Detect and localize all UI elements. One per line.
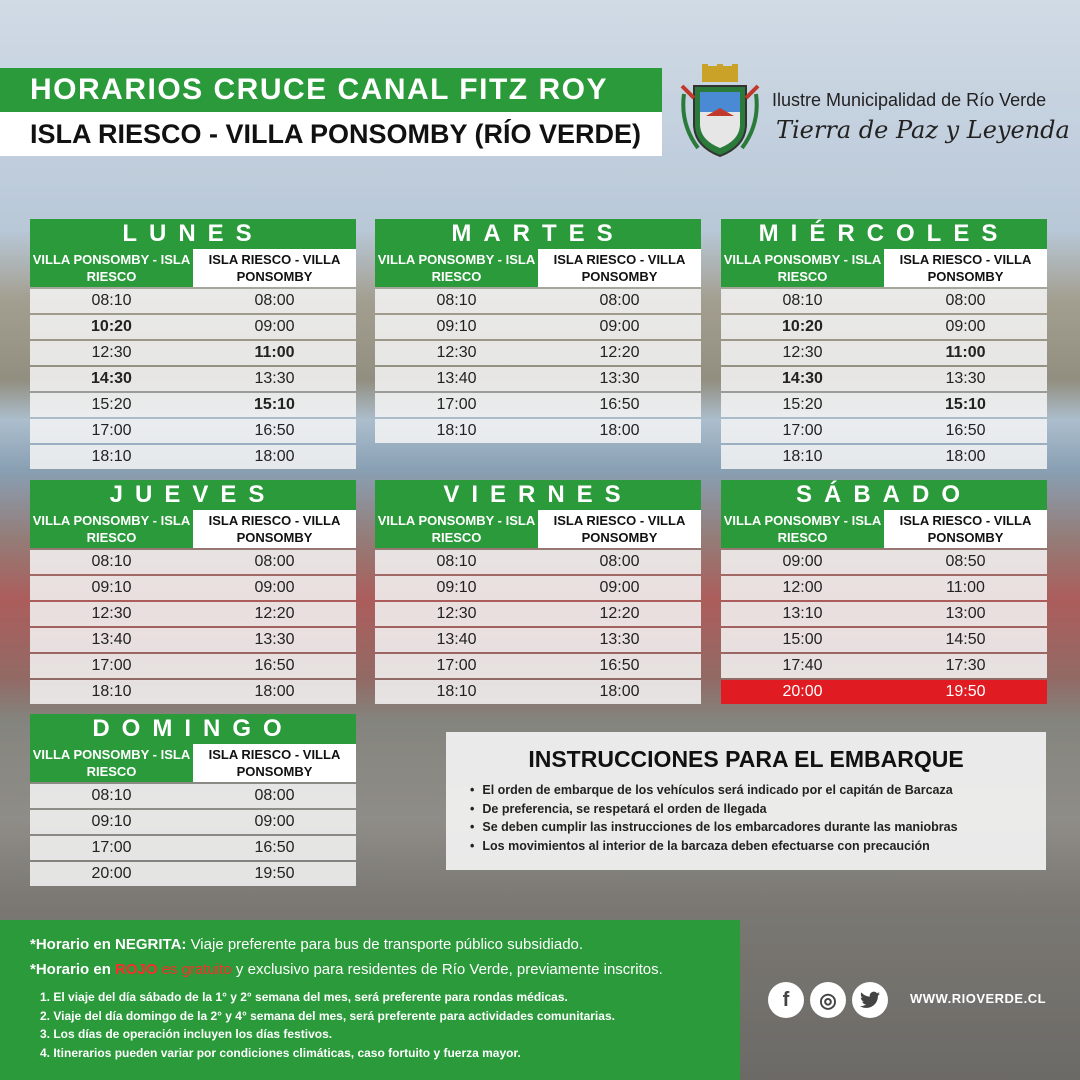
day-title: VIERNES [375, 480, 701, 510]
note-item: 3. Los días de operación incluyen los días festivos. [40, 1027, 333, 1041]
time-cell: 16:50 [254, 839, 295, 856]
schedule-sabado [721, 480, 1047, 704]
time-cell: 18:10 [91, 683, 132, 700]
table-row [30, 576, 356, 600]
instagram-icon[interactable]: ◎ [810, 982, 846, 1018]
table-row [375, 367, 701, 391]
time-cell: 14:30 [91, 370, 132, 387]
time-cell: 18:00 [599, 422, 640, 439]
table-row [30, 836, 356, 860]
time-cell: 12:00 [782, 579, 823, 596]
time-cell: 09:10 [436, 579, 477, 596]
table-row [30, 862, 356, 886]
time-cell: 08:00 [254, 553, 295, 570]
column-headers [375, 510, 701, 548]
table-row [30, 315, 356, 339]
table-row [30, 289, 356, 313]
time-cell: 09:10 [91, 813, 132, 830]
time-cell: 10:20 [91, 318, 132, 335]
facebook-icon[interactable]: f [768, 982, 804, 1018]
column-header: VILLA PONSOMBY - ISLA RIESCO [30, 744, 193, 782]
time-cell: 13:30 [254, 631, 295, 648]
table-row [375, 393, 701, 417]
time-cell: 15:00 [782, 631, 823, 648]
time-cell: 15:10 [254, 396, 295, 413]
table-row [375, 654, 701, 678]
time-cell: 08:10 [91, 787, 132, 804]
website-link[interactable]: WWW.RIOVERDE.CL [910, 991, 1047, 1006]
table-row [30, 419, 356, 443]
column-header: VILLA PONSOMBY - ISLA RIESCO [375, 249, 538, 287]
time-cell: 08:00 [599, 292, 640, 309]
day-title: JUEVES [30, 480, 356, 510]
column-headers [30, 510, 356, 548]
note-item: 4. Itinerarios pueden variar por condiciones climáticas, caso fortuito y fuerza mayor. [40, 1045, 521, 1060]
time-cell: 20:00 [782, 683, 823, 700]
column-header: ISLA RIESCO - VILLA PONSOMBY [538, 510, 701, 548]
time-cell: 13:30 [254, 370, 295, 387]
table-row [30, 341, 356, 365]
time-cell: 17:40 [782, 657, 823, 674]
table-row [721, 445, 1047, 469]
time-cell: 09:00 [254, 579, 295, 596]
time-cell: 17:00 [782, 422, 823, 439]
red-free: es gratuito [157, 961, 232, 978]
table-row [375, 419, 701, 443]
time-cell: 10:20 [782, 318, 823, 335]
time-cell: 12:20 [599, 605, 640, 622]
time-cell: 15:20 [91, 396, 132, 413]
time-cell: 18:10 [782, 448, 823, 465]
column-header: VILLA PONSOMBY - ISLA RIESCO [375, 510, 538, 548]
time-cell: 08:10 [782, 292, 823, 309]
column-headers [721, 510, 1047, 548]
list-item: • De preferencia, se respetará el orden de llegada [470, 800, 1046, 819]
time-cell: 17:30 [945, 657, 986, 674]
time-cell: 08:50 [945, 553, 986, 570]
table-row [375, 550, 701, 574]
table-row [30, 654, 356, 678]
schedule-lunes [30, 219, 356, 469]
time-cell: 20:00 [91, 865, 132, 882]
time-cell: 08:00 [254, 787, 295, 804]
time-cell: 09:10 [436, 318, 477, 335]
table-row [721, 289, 1047, 313]
time-cell: 09:00 [782, 553, 823, 570]
schedule-domingo [30, 714, 356, 886]
time-cell: 11:00 [254, 344, 295, 361]
red-legend-text: y exclusivo para residentes de Río Verde, previamente inscritos. [231, 961, 663, 978]
municipal-crest-icon [680, 64, 760, 162]
instructions-title: INSTRUCCIONES PARA EL EMBARQUE [528, 746, 964, 772]
boarding-instructions [446, 732, 1046, 870]
column-headers [30, 249, 356, 287]
bold-legend-label: *Horario en NEGRITA: [30, 936, 187, 953]
day-title: LUNES [30, 219, 356, 249]
time-cell: 18:00 [254, 683, 295, 700]
time-cell: 09:10 [91, 579, 132, 596]
table-row [30, 445, 356, 469]
list-item: • El orden de embarque de los vehículos será indicado por el capitán de Barcaza [470, 781, 1046, 800]
table-row-free [721, 680, 1047, 704]
time-cell: 13:40 [436, 631, 477, 648]
time-cell: 18:00 [945, 448, 986, 465]
time-cell: 18:10 [91, 448, 132, 465]
table-row [721, 654, 1047, 678]
numbered-notes [30, 988, 740, 1062]
time-cell: 16:50 [945, 422, 986, 439]
time-cell: 11:00 [946, 579, 985, 596]
red-legend [30, 961, 740, 978]
page-title: HORARIOS CRUCE CANAL FITZ ROY [0, 68, 662, 112]
time-cell: 12:20 [254, 605, 295, 622]
table-row [721, 419, 1047, 443]
table-row [721, 393, 1047, 417]
time-cell: 13:30 [599, 631, 640, 648]
table-row [30, 628, 356, 652]
time-cell: 18:10 [436, 422, 477, 439]
column-header: ISLA RIESCO - VILLA PONSOMBY [884, 510, 1047, 548]
column-header: ISLA RIESCO - VILLA PONSOMBY [538, 249, 701, 287]
municipality-slogan: Tierra de Paz y Leyenda [776, 116, 1070, 144]
bold-legend [30, 936, 740, 953]
time-cell: 15:20 [782, 396, 823, 413]
day-title: MARTES [375, 219, 701, 249]
time-cell: 14:50 [945, 631, 986, 648]
municipality-name: Ilustre Municipalidad de Río Verde [772, 90, 1047, 110]
table-row [721, 602, 1047, 626]
table-row [721, 628, 1047, 652]
time-cell: 16:50 [599, 657, 640, 674]
time-cell: 18:00 [599, 683, 640, 700]
instructions-list [446, 781, 1046, 855]
column-header: ISLA RIESCO - VILLA PONSOMBY [193, 510, 356, 548]
time-cell: 08:00 [599, 553, 640, 570]
table-row [375, 315, 701, 339]
table-row [30, 784, 356, 808]
time-cell: 12:30 [436, 344, 477, 361]
column-header: VILLA PONSOMBY - ISLA RIESCO [30, 249, 193, 287]
column-header: ISLA RIESCO - VILLA PONSOMBY [884, 249, 1047, 287]
time-cell: 08:10 [91, 553, 132, 570]
table-row [30, 602, 356, 626]
table-row [721, 576, 1047, 600]
note-item: 2. Viaje del día domingo de la 2° y 4° semana del mes, será preferente para actividades comunitarias. [40, 1008, 615, 1023]
time-cell: 18:00 [254, 448, 295, 465]
table-row [375, 289, 701, 313]
day-title: DOMINGO [30, 714, 356, 744]
time-cell: 13:40 [91, 631, 132, 648]
schedule-martes [375, 219, 701, 443]
time-cell: 16:50 [254, 422, 295, 439]
list-item: • Se deben cumplir las instrucciones de los embarcadores durante las maniobras [470, 818, 1046, 837]
table-row [375, 576, 701, 600]
table-row [30, 550, 356, 574]
time-cell: 19:50 [945, 683, 986, 700]
time-cell: 08:10 [91, 292, 132, 309]
column-header: ISLA RIESCO - VILLA PONSOMBY [193, 249, 356, 287]
time-cell: 09:00 [945, 318, 986, 335]
time-cell: 12:30 [782, 344, 823, 361]
column-header: VILLA PONSOMBY - ISLA RIESCO [721, 510, 884, 548]
list-item: • Los movimientos al interior de la barcaza deben efectuarse con precaución [470, 837, 1046, 856]
table-row [375, 680, 701, 704]
red-legend-label: *Horario en [30, 961, 116, 978]
time-cell: 08:00 [945, 292, 986, 309]
time-cell: 19:50 [254, 865, 295, 882]
page-subtitle: ISLA RIESCO - VILLA PONSOMBY (RÍO VERDE) [0, 112, 662, 156]
table-row [721, 367, 1047, 391]
time-cell: 14:30 [782, 370, 823, 387]
table-row [375, 341, 701, 365]
time-cell: 12:30 [91, 605, 132, 622]
time-cell: 08:10 [436, 292, 477, 309]
twitter-icon[interactable] [852, 982, 888, 1018]
schedule-viernes [375, 480, 701, 704]
time-cell: 17:00 [91, 839, 132, 856]
schedule-miercoles [721, 219, 1047, 469]
column-headers [30, 744, 356, 782]
time-cell: 17:00 [91, 422, 132, 439]
time-cell: 13:30 [599, 370, 640, 387]
time-cell: 09:00 [254, 813, 295, 830]
table-row [30, 680, 356, 704]
time-cell: 08:00 [254, 292, 295, 309]
table-row [721, 550, 1047, 574]
time-cell: 09:00 [599, 579, 640, 596]
table-row [375, 602, 701, 626]
time-cell: 13:00 [945, 605, 986, 622]
twitter-bird-icon [860, 991, 880, 1009]
time-cell: 11:00 [945, 344, 986, 361]
note-item: 1. El viaje del día sábado de la 1° y 2° semana del mes, será preferente para rondas médicas. [40, 990, 568, 1004]
time-cell: 13:10 [782, 605, 823, 622]
time-cell: 17:00 [436, 396, 477, 413]
time-cell: 13:40 [436, 370, 477, 387]
time-cell: 18:10 [436, 683, 477, 700]
table-row [30, 393, 356, 417]
column-header: VILLA PONSOMBY - ISLA RIESCO [30, 510, 193, 548]
table-row [721, 315, 1047, 339]
time-cell: 15:10 [945, 396, 986, 413]
time-cell: 12:30 [91, 344, 132, 361]
footer-notes [0, 920, 740, 1080]
time-cell: 16:50 [599, 396, 640, 413]
time-cell: 12:20 [599, 344, 640, 361]
bold-legend-text: Viaje preferente para bus de transporte público subsidiado. [186, 936, 584, 953]
time-cell: 12:30 [436, 605, 477, 622]
column-headers [375, 249, 701, 287]
schedule-jueves [30, 480, 356, 704]
time-cell: 17:00 [436, 657, 477, 674]
table-row [375, 628, 701, 652]
red-word: ROJO [115, 961, 158, 978]
time-cell: 13:30 [945, 370, 986, 387]
column-header: VILLA PONSOMBY - ISLA RIESCO [721, 249, 884, 287]
column-header: ISLA RIESCO - VILLA PONSOMBY [193, 744, 356, 782]
column-headers [721, 249, 1047, 287]
time-cell: 09:00 [254, 318, 295, 335]
time-cell: 16:50 [254, 657, 295, 674]
time-cell: 09:00 [599, 318, 640, 335]
day-title: SÁBADO [721, 480, 1047, 510]
table-row [30, 810, 356, 834]
time-cell: 08:10 [436, 553, 477, 570]
time-cell: 17:00 [91, 657, 132, 674]
day-title: MIÉRCOLES [721, 219, 1047, 249]
social-links [768, 982, 888, 1018]
table-row [30, 367, 356, 391]
table-row [721, 341, 1047, 365]
